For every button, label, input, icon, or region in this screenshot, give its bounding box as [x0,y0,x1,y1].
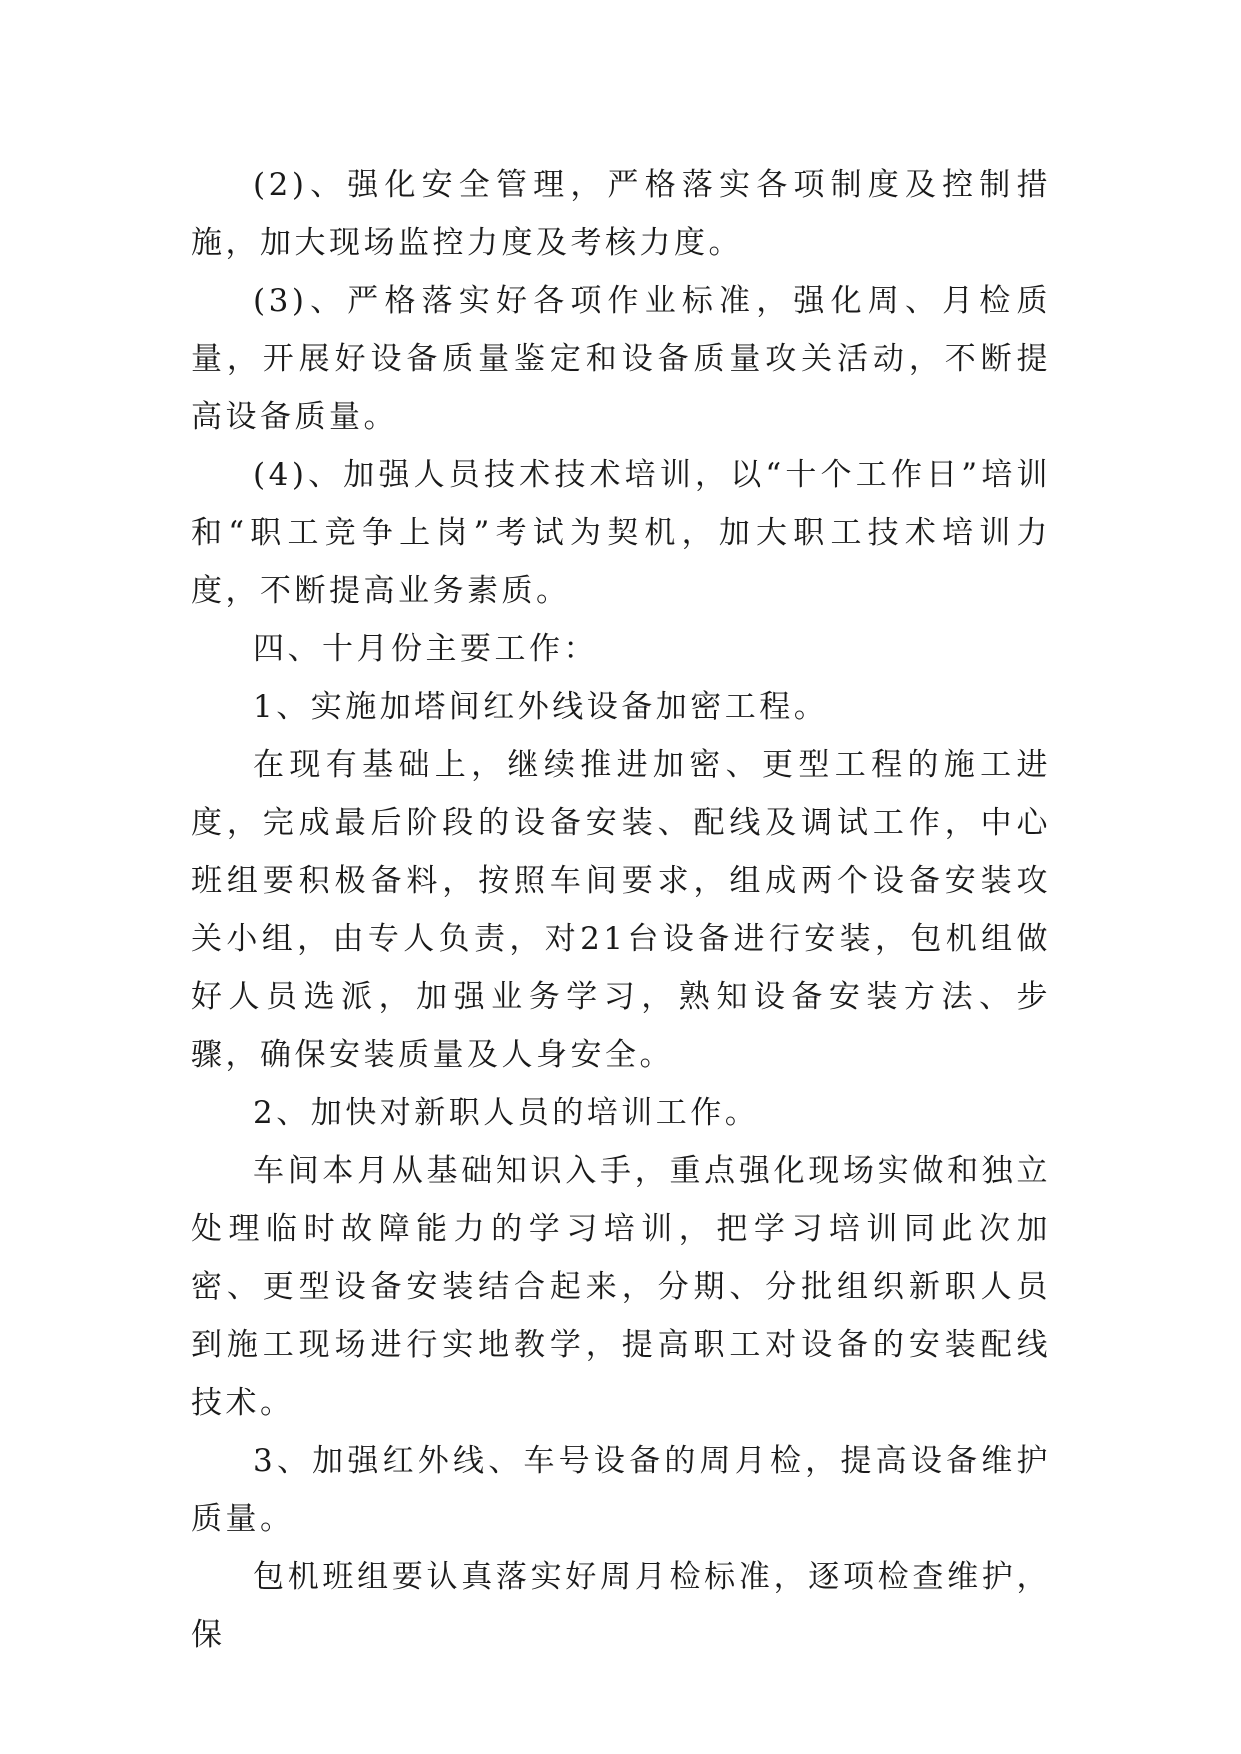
task-heading-1: 1、实施加塔间红外线设备加密工程。 [253,689,829,725]
paragraph-item-2: (2)、强化安全管理，严格落实各项制度及控制措施，加大现场监控力度及考核力度。 [191,167,1051,261]
task-heading-2: 2、加快对新职人员的培训工作。 [253,1095,760,1131]
section-heading-october-work: 四、十月份主要工作： [253,631,598,667]
paragraph-item-3: (3)、严格落实好各项作业标准，强化周、月检质量，开展好设备质量鉴定和设备质量攻关活动，不断提高设备质量。 [191,283,1051,435]
document-body [191,156,1051,1664]
task-heading-3: 3、加强红外线、车号设备的周月检，提高设备维护质量。 [191,1443,1051,1537]
task-body-3: 包机班组要认真落实好周月检标准，逐项检查维护，保 [191,1559,1051,1653]
task-body-2: 车间本月从基础知识入手，重点强化现场实做和独立处理临时故障能力的学习培训，把学习培训同此次加密、更型设备安装结合起来，分期、分批组织新职人员到施工现场进行实地教学，提高职工对设备的安装配线技术。 [191,1153,1051,1421]
task-body-1: 在现有基础上，继续推进加密、更型工程的施工进度，完成最后阶段的设备安装、配线及调试工作，中心班组要积极备料，按照车间要求，组成两个设备安装攻关小组，由专人负责，对21台设备进行安装，包机组做好人员选派，加强业务学习，熟知设备安装方法、步骤，确保安装质量及人身安全。 [191,747,1051,1073]
paragraph-item-4: (4)、加强人员技术技术培训，以“十个工作日”培训和“职工竞争上岗”考试为契机，加大职工技术培训力度，不断提高业务素质。 [191,457,1051,609]
